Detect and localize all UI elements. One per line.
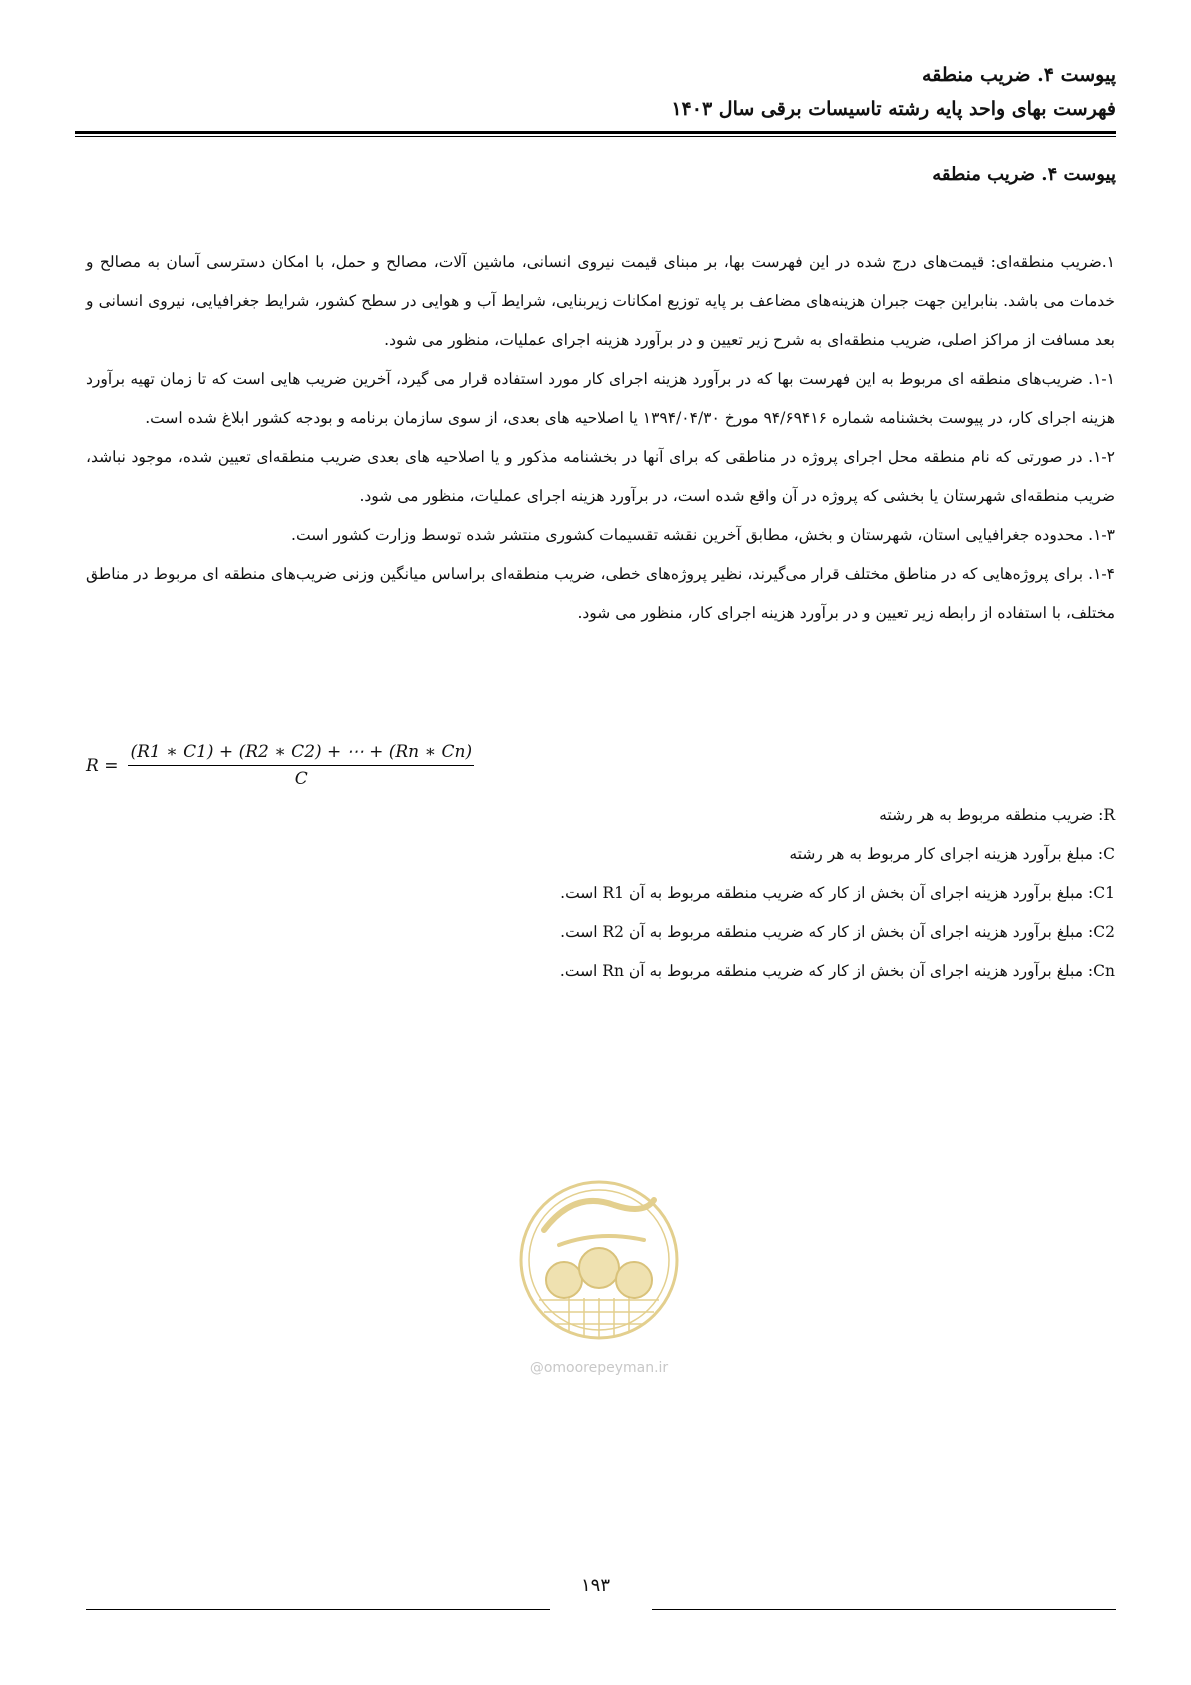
definition-r: R: ضریب منطقه مربوط به هر رشته	[879, 806, 1115, 824]
paragraph-1-2: ۱-۲. در صورتی که نام منطقه محل اجرای پروژه در مناطقی که برای آنها در بخشنامه مذکور و یا اصلاحیه های بعدی ضریب منطقه‌ای تعیین شده، موجود نباشد، ضریب منطقه‌ای شهرستان یا بخشی که پروژه در آن واقع شده است، در برآورد هزینه اجرای عملیات، منظور می شود.	[86, 448, 1115, 505]
watermark-logo	[504, 1160, 694, 1410]
formula-denominator: C	[294, 769, 308, 789]
definition-c1: C1: مبلغ برآورد هزینه اجرای آن بخش از کار که ضریب منطقه مربوط به آن R1 است.	[560, 884, 1115, 902]
definition-c: C: مبلغ برآورد هزینه اجرای کار مربوط به هر رشته	[789, 845, 1115, 863]
formula-lhs: R =	[86, 755, 119, 776]
formula-numerator: (R1 ∗ C1) + (R2 ∗ C2) + ⋯ + (Rn ∗ Cn)	[128, 742, 474, 766]
paragraph-1-1: ۱-۱. ضریب‌های منطقه ای مربوط به این فهرست بها که در برآورد هزینه اجرای کار مورد استفاده قرار می گیرد، آخرین ضریب هایی است که تا زمان تهیه برآورد هزینه اجرای کار، در پیوست بخشنامه شماره ۹۴/۶۹۴۱۶ مورخ ۱۳۹۴/۰۴/۳۰ یا اصلاحیه های بعدی، از سوی سازمان برنامه و بودجه کشور ابلاغ شده است.	[86, 370, 1115, 427]
weighted-average-formula	[86, 742, 474, 789]
formula-definitions	[560, 796, 1115, 991]
footer-rule-left	[86, 1609, 550, 1610]
footer-rule-right	[652, 1609, 1116, 1610]
formula-fraction	[128, 742, 474, 789]
header-document-title: فهرست بهای واحد پایه رشته تاسیسات برقی سال ۱۴۰۳	[671, 98, 1116, 120]
paragraph-1: ۱.ضریب منطقه‌ای: قیمت‌های درج شده در این فهرست بها، بر مبنای قیمت نیروی انسانی، ماشین آلات، مصالح و حمل، با امکان دسترسی آسان به مصالح و خدمات می باشد. بنابراین جهت جبران هزینه‌های مضاعف بر پایه توزیع امکانات زیربنایی، شرایط آب و هوایی در سطح کشور، شرایط جغرافیایی، نیروی انسانی و بعد مسافت از مراکز اصلی، ضریب منطقه‌ای به شرح زیر تعیین و در برآورد هزینه اجرای عملیات، منظور می شود.	[86, 253, 1115, 349]
watermark-url: @omoorepeyman.ir	[529, 1360, 669, 1376]
definition-cn: Cn: مبلغ برآورد هزینه اجرای آن بخش از کار که ضریب منطقه مربوط به آن Rn است.	[559, 962, 1115, 980]
section-title: پیوست ۴. ضریب منطقه	[932, 164, 1116, 185]
page-number: ۱۹۳	[580, 1575, 610, 1596]
paragraph-1-4: ۱-۴. برای پروژه‌هایی که در مناطق مختلف قرار می‌گیرند، نظیر پروژه‌های خطی، ضریب منطقه‌ای براساس میانگین وزنی ضریب‌های منطقه ای مربوط در مناطق مختلف، با استفاده از رابطه زیر تعیین و در برآورد هزینه اجرای کار، منظور می شود.	[86, 565, 1115, 622]
definition-c2: C2: مبلغ برآورد هزینه اجرای آن بخش از کار که ضریب منطقه مربوط به آن R2 است.	[560, 923, 1115, 941]
header-rule	[75, 131, 1116, 137]
paragraph-1-3: ۱-۳. محدوده جغرافیایی استان، شهرستان و بخش، مطابق آخرین نقشه تقسیمات کشوری منتشر شده توسط وزارت کشور است.	[291, 526, 1115, 544]
watermark-seal-icon	[504, 1160, 694, 1410]
body-text	[86, 243, 1115, 633]
page-header	[75, 58, 1116, 126]
header-appendix-title: پیوست ۴. ضریب منطقه	[922, 64, 1116, 86]
